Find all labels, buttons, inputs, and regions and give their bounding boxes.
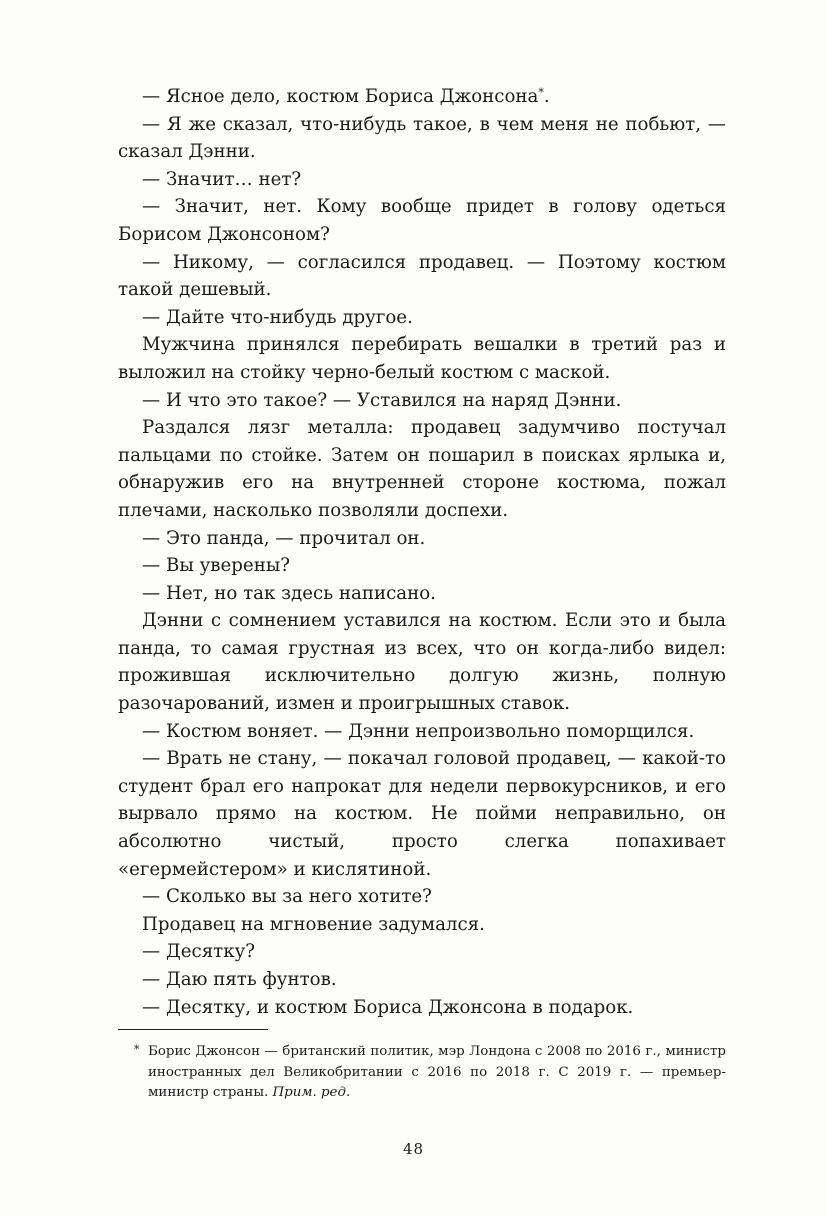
footnote-mark: * bbox=[538, 86, 544, 99]
paragraph: — Нет, но так здесь написано. bbox=[142, 582, 436, 604]
paragraph: — Даю пять фунтов. bbox=[142, 969, 337, 990]
paragraph: — Я же сказал, что-нибудь такое, в чем меня не побьют, — сказал Дэнни. bbox=[118, 113, 726, 163]
paragraph: — Никому, — согласился продавец. — Поэтому костюм такой дешевый. bbox=[118, 251, 726, 301]
footnote-marker: * bbox=[134, 1043, 140, 1056]
paragraph: — Ясное дело, костюм Бориса Джонсона*. bbox=[142, 86, 550, 107]
paragraph: — Значит, нет. Кому вообще придет в голову одеться Борисом Джонсоном? bbox=[118, 196, 726, 245]
paragraph: — Врать не стану, — покачал головой продавец, — какой-то студент брал его напрокат для недели первокурсников, и его вырвало прямо на костюм. Не пойми неправильно, он абсолютно чистый, просто слегка попахивает «егермейстером» и кислятиной. bbox=[118, 748, 726, 880]
paragraph: Мужчина принялся перебирать вешалки в третий раз и выложил на стойку черно-белый костюм с маской. bbox=[118, 334, 726, 383]
body-text bbox=[118, 83, 726, 1021]
paragraph: — Десятку, и костюм Бориса Джонсона в подарок. bbox=[142, 996, 634, 1018]
paragraph: — Сколько вы за него хотите? bbox=[142, 886, 432, 908]
paragraph: — И что это такое? — Уставился на наряд Дэнни. bbox=[142, 389, 622, 411]
paragraph: Дэнни с сомнением уставился на костюм. Если это и была панда, то самая грустная из всех, что он когда-либо видел: прожившая исключительно долгую жизнь, полную разочарований, измен и проигрышных ставок. bbox=[118, 610, 726, 715]
editor-note: Прим. ред. bbox=[272, 1085, 351, 1100]
paragraph: — Костюм воняет. — Дэнни непроизвольно поморщился. bbox=[142, 720, 695, 742]
paragraph: — Значит… нет? bbox=[142, 168, 302, 190]
page-number: 48 bbox=[402, 1140, 425, 1158]
paragraph: — Дайте что-нибудь другое. bbox=[142, 306, 413, 328]
paragraph: — Вы уверены? bbox=[142, 555, 291, 577]
footnote-divider bbox=[118, 1029, 268, 1030]
paragraph: Раздался лязг металла: продавец задумчиво постучал пальцами по стойке. Затем он пошарил в поисках ярлыка и, обнаружив его на внутренней стороне костюма, пожал плечами, насколько позволяли доспехи. bbox=[118, 417, 726, 521]
paragraph: Продавец на мгновение задумался. bbox=[142, 913, 485, 935]
paragraph: — Это панда, — прочитал он. bbox=[142, 527, 426, 549]
footnote bbox=[118, 1042, 726, 1104]
paragraph: — Десятку? bbox=[142, 941, 256, 963]
footnote-text: Борис Джонсон — британский политик, мэр Лондона с 2008 по 2016 г., министр иностранных дел Великобритании с 2016 по 2018 г. С 2019 г. — премьер-министр страны. Прим. ред. bbox=[148, 1044, 726, 1100]
